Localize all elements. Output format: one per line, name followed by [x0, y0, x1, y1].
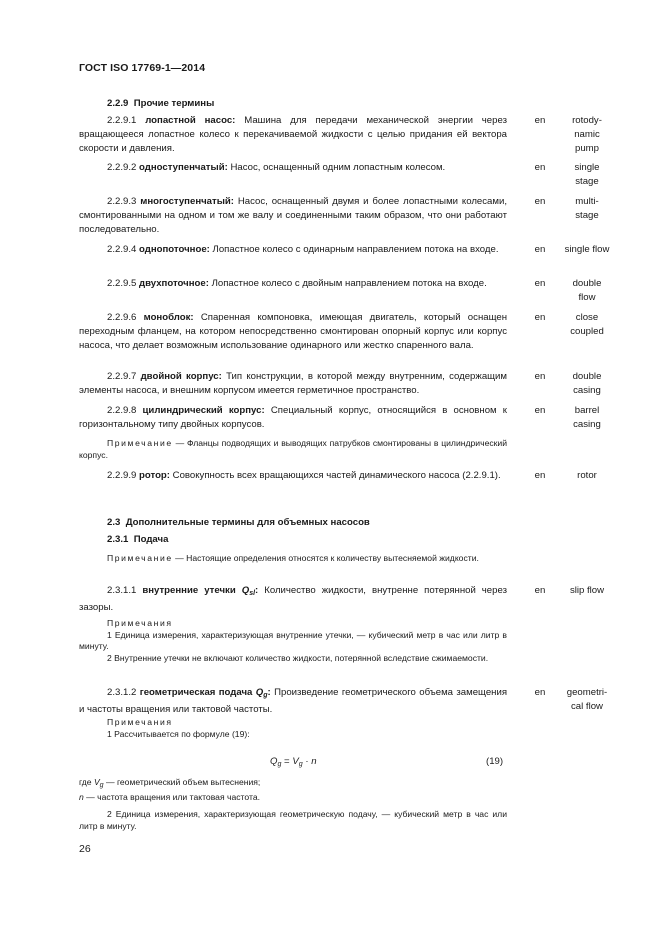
term-definition: Количество жидкости, внутренне потерянной через зазоры. [79, 585, 507, 613]
note-displaced-liquid [79, 553, 507, 565]
term-name: двойной корпус: [140, 371, 222, 382]
term-name: однопоточное: [139, 244, 210, 255]
note-item: 2 Внутренние утечки не включают количество жидкости, потерянной вследствие сжимаемости. [107, 652, 489, 663]
term-name: двухпоточное: [139, 278, 209, 289]
language-code: en [534, 585, 546, 596]
section-heading-2-3: 2.3 Дополнительные термины для объемных насосов [107, 517, 370, 528]
term-entry-barrel-casing: 2.2.9.8 цилиндрический корпус: Специальный корпус, относящийся в основном к горизонтальному типу двойных корпусов. [79, 405, 507, 430]
english-equivalent: barrel casing [573, 405, 601, 430]
language-code: en [534, 115, 546, 126]
english-equivalent: slip flow [569, 585, 605, 596]
symbol: Q [241, 585, 250, 596]
section-number: 2.2.9 [107, 98, 129, 109]
term-definition: Лопастное колесо с одинарным направлением потока на входе. [212, 244, 499, 255]
note-label: Примечания [107, 717, 173, 727]
note-label: Примечание [107, 438, 173, 448]
section-title: Подача [133, 534, 169, 545]
english-equivalent: multi- stage [575, 196, 599, 221]
note-text: — Настоящие определения относятся к количеству вытесняемой жидкости. [175, 553, 479, 563]
symbol: Q [255, 687, 264, 698]
term-definition: Тип конструкции, в которой между внутренним, содержащим элементы насоса, и внешним корпусом имеется герметичное пространство. [79, 371, 507, 396]
language-code: en [534, 687, 546, 698]
note-item: 1 Единица измерения, характеризующая внутренние утечки, — кубический метр в час или литр в минуту. [79, 629, 507, 652]
formula-legend: где $V_g$ — геометрический объем вытеснения; n — частота вращения или тактовая частота. [79, 777, 261, 802]
term-definition: Совокупность всех вращающихся частей динамического насоса (2.2.9.1). [172, 470, 501, 481]
term-definition: Произведение геометрического объема замещения и частоты вращения или тактовой частоты. [79, 687, 508, 715]
section-heading-2-3-1: 2.3.1 Подача [107, 534, 169, 545]
language-code: en [534, 405, 546, 416]
term-entry-geometrical-flow: 2.3.1.2 геометрическая подача $Q_g$: Произведение геометрического объема замещения и частоты вращения или тактовой частоты. [79, 687, 508, 715]
term-entry-double-flow: 2.2.9.5 двухпоточное: Лопастное колесо с двойным направлением потока на входе. [107, 278, 487, 289]
term-entry-rotodynamic-pump: 2.2.9.1 лопастной насос: Машина для передачи механической энергии через вращающееся лопастное колесо к перекачиваемой жидкости с целью придания ей вектора скорости и давления. [79, 115, 507, 154]
english-equivalent: geometri- cal flow [566, 687, 608, 712]
term-name: внутренние утечки [142, 585, 236, 596]
term-entry-double-casing: 2.2.9.7 двойной корпус: Тип конструкции, в которой между внутренним, содержащим элементы насоса, и внешним корпусом имеется герметичное пространство. [79, 371, 507, 396]
term-entry-multi-stage: 2.2.9.3 многоступенчатый: Насос, оснащенный двумя и более лопастными колесами, смонтированными на одном и том же валу и соединенными таким образом, что они работают последовательно. [79, 196, 508, 235]
english-equivalent: single flow [564, 244, 610, 255]
language-code: en [534, 312, 546, 323]
language-code: en [534, 278, 546, 289]
section-heading-2-2-9 [79, 97, 507, 111]
term-definition: Лопастное колесо с двойным направлением потока на входе. [211, 278, 487, 289]
note-barrel-casing [79, 438, 507, 461]
term-name: моноблок: [143, 312, 194, 323]
english-equivalent: double casing [572, 371, 602, 396]
term-entry-close-coupled: 2.2.9.6 моноблок: Спаренная компоновка, имеющая двигатель, который оснащен переходным фланцем, на котором непосредственно смонтирован опорный корпус или корпус насоса, что делает возможным использование одинарного или жестко спаренного вала. [79, 312, 507, 351]
term-name: цилиндрический корпус: [142, 405, 265, 416]
term-definition: Насос, оснащенный двумя и более лопастными колесами, смонтированными на одном и том же валу и соединенными таким образом, что они работают последовательно. [79, 196, 508, 235]
section-title: Дополнительные термины для объемных насосов [125, 517, 370, 528]
notes-slip-flow [79, 618, 507, 664]
note-geometrical-flow-unit: 2 Единица измерения, характеризующая геометрическую подачу, — кубический метр в час или литр в минуту. [79, 809, 507, 831]
language-code: en [534, 470, 546, 481]
note-label: Примечания [107, 618, 173, 628]
language-code: en [534, 371, 546, 382]
term-name: одноступенчатый: [139, 162, 228, 173]
term-name: многоступенчатый: [140, 196, 234, 207]
term-definition: Спаренная компоновка, имеющая двигатель, который оснащен переходным фланцем, на котором непосредственно смонтирован опорный корпус или корпус насоса, что делает возможным использование одинарного или жестко спаренного вала. [79, 312, 507, 351]
formula-number: (19) [486, 756, 504, 767]
term-name: геометрическая подача [139, 687, 253, 698]
note-item: 1 Рассчитывается по формуле (19): [107, 728, 250, 739]
note-text: — Фланцы подводящих и выводящих патрубков смонтированы в цилиндрический корпус. [79, 438, 508, 460]
term-entry-single-flow: 2.2.9.4 однопоточное: Лопастное колесо с одинарным направлением потока на входе. [107, 244, 499, 255]
english-equivalent: rotor [577, 470, 597, 481]
formula-19: $Q_g = V_g \cdot n$ [270, 756, 317, 768]
term-definition: Специальный корпус, относящийся в основном к горизонтальному типу двойных корпусов. [79, 405, 507, 430]
term-entry-slip-flow: 2.3.1.1 внутренние утечки $Q_{sl}$: Количество жидкости, внутренне потерянной через зазоры. [79, 585, 507, 613]
term-definition: Насос, оснащенный одним лопастным колесом. [230, 162, 446, 173]
english-equivalent: rotody- namic pump [572, 115, 602, 154]
running-header: ГОСТ ISO 17769-1—2014 [79, 62, 206, 74]
term-entry-single-stage: 2.2.9.2 одноступенчатый: Насос, оснащенный одним лопастным колесом. [107, 162, 446, 173]
term-definition: Машина для передачи механической энергии через вращающееся лопастное колесо к перекачиваемой жидкости с целью придания ей вектора скорости и давления. [79, 115, 507, 154]
term-name: ротор: [139, 470, 170, 481]
page-number: 26 [79, 843, 91, 855]
english-equivalent: single stage [574, 162, 600, 187]
english-equivalent: close coupled [570, 312, 604, 337]
term-name: лопастной насос: [145, 115, 236, 126]
language-code: en [534, 244, 546, 255]
english-equivalent: double flow [572, 278, 602, 303]
section-title: Прочие термины [133, 98, 215, 109]
note-label: Примечание [107, 553, 173, 563]
language-code: en [534, 196, 546, 207]
language-code: en [534, 162, 546, 173]
term-entry-rotor: 2.2.9.9 ротор: Совокупность всех вращающихся частей динамического насоса (2.2.9.1). [107, 470, 501, 481]
notes-geometrical-flow [79, 717, 507, 740]
